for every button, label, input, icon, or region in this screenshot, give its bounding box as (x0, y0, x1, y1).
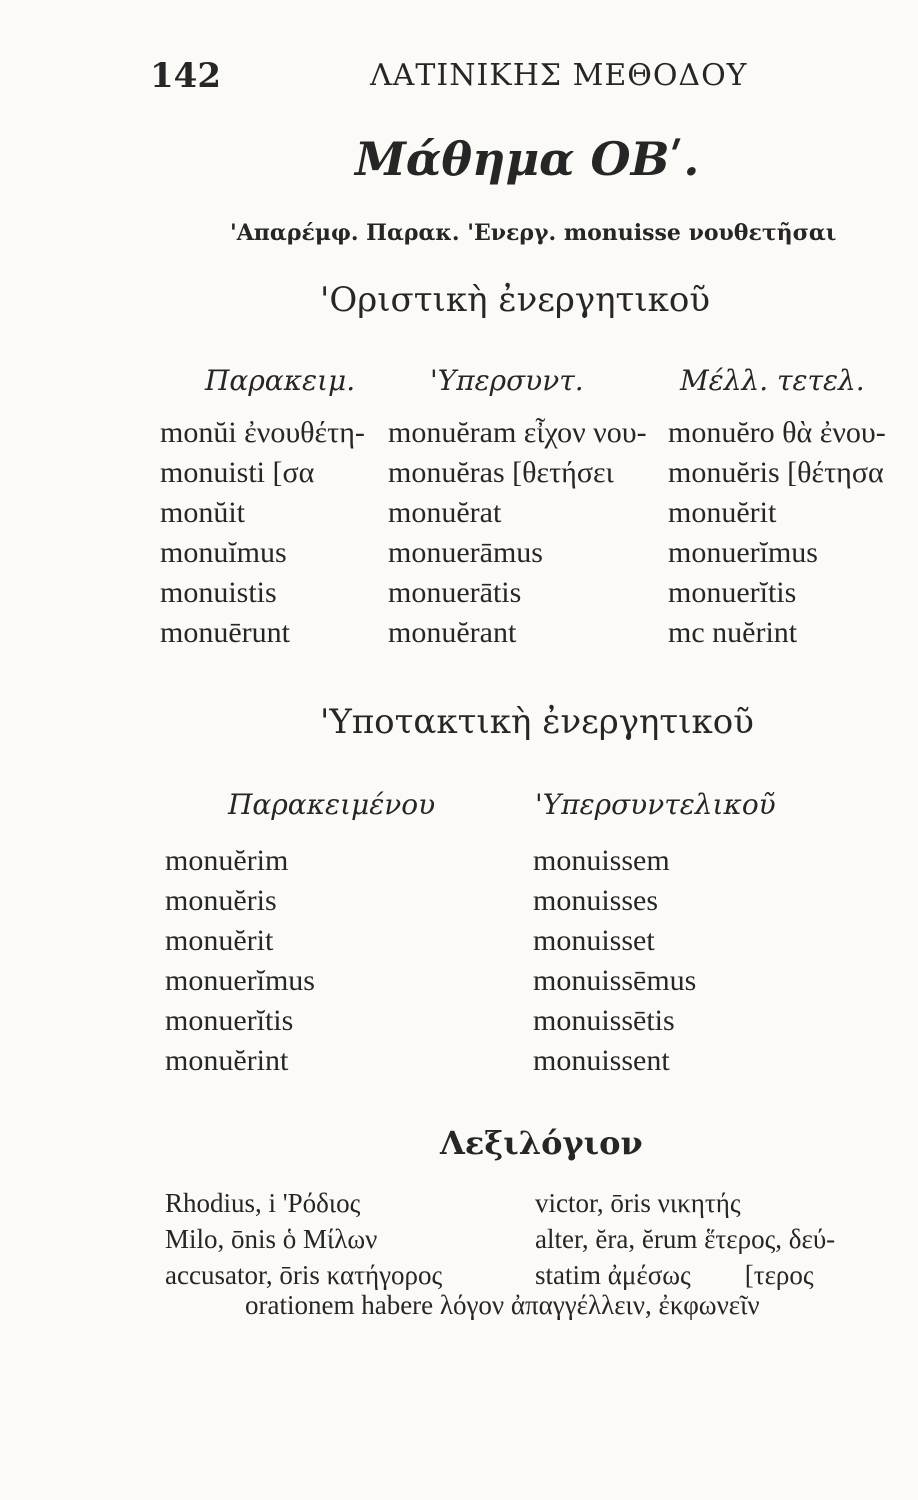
subjunctive-header-pluperfect: 'Υπερσυντελικοῦ (535, 788, 776, 821)
conjugation-form: monuissent (533, 1044, 670, 1077)
conjugation-form: monuĕrit (668, 496, 777, 529)
conjugation-form: monuissēmus (533, 964, 697, 997)
conjugation-form: monuĕrit (165, 924, 274, 957)
conjugation-form: monuissētis (533, 1004, 675, 1037)
vocabulary-left-column (165, 1185, 442, 1293)
conjugation-form: monuisset (533, 924, 655, 957)
indicative-header-perfect: Παρακειμ. (205, 364, 356, 397)
conjugation-form: monuisses (533, 884, 659, 917)
conjugation-form: monuerĭtis (165, 1004, 294, 1037)
vocabulary-entry: alter, ĕra, ĕrum ἕτερος, δεύ- (535, 1224, 836, 1254)
conjugation-form: monuĕris (165, 884, 277, 917)
conjugation-form: monuĕram εἶχον νου- (388, 416, 647, 449)
vocabulary-entry: statim ἀμέσως [τερος (535, 1260, 814, 1290)
vocabulary-last-entry: orationem habere λόγον ἀπαγγέλλειν, ἐκφωνεῖν (245, 1290, 760, 1320)
subjunctive-pluperfect-column (533, 841, 696, 1081)
subjunctive-perfect-column (165, 841, 315, 1081)
conjugation-form: monuĕro θὰ ἐνου- (668, 416, 886, 449)
vocabulary-entry: Milo, ōnis ὁ Μίλων (165, 1224, 378, 1254)
running-title: ΛΑΤΙΝΙΚΗΣ ΜΕΘΟΔΟΥ (370, 58, 748, 93)
conjugation-form: monŭit (160, 496, 246, 529)
conjugation-form: monuisti [σα (160, 456, 315, 489)
infinitive-line: 'Απαρέμφ. Παρακ. 'Ενεργ. monuisse νουθετῆσαι (230, 220, 837, 246)
conjugation-form: monuĕrat (388, 496, 502, 529)
conjugation-form: monuissem (533, 844, 670, 877)
conjugation-form: mc nuĕrint (668, 616, 798, 649)
conjugation-form: monuerĭtis (668, 576, 797, 609)
indicative-title: 'Οριστικὴ ἐνεργητικοῦ (320, 280, 711, 320)
conjugation-form: monuerātis (388, 576, 522, 609)
conjugation-form: monuerĭmus (668, 536, 818, 569)
indicative-future-perfect-column (668, 413, 886, 653)
page-number: 142 (150, 56, 221, 96)
vocabulary-entry: Rhodius, i 'Ρόδιος (165, 1188, 361, 1218)
indicative-header-future-perfect: Μέλλ. τετελ. (680, 364, 865, 397)
conjugation-form: monuĕras [θετήσει (388, 456, 614, 489)
vocabulary-title: Λεξιλόγιον (440, 1124, 643, 1162)
conjugation-form: monuerĭmus (165, 964, 315, 997)
conjugation-form: monŭi ἐνουθέτη- (160, 416, 365, 449)
vocabulary-entry: victor, ōris νικητής (535, 1188, 741, 1218)
subjunctive-header-perfect: Παρακειμένου (228, 788, 436, 821)
conjugation-form: monuerāmus (388, 536, 543, 569)
conjugation-form: monuĭmus (160, 536, 287, 569)
vocabulary-right-column (535, 1185, 835, 1293)
indicative-perfect-column (160, 413, 365, 653)
conjugation-form: monuĕrint (165, 1044, 289, 1077)
conjugation-form: monuērunt (160, 616, 290, 649)
conjugation-form: monuĕrant (388, 616, 517, 649)
conjugation-form: monuĕrim (165, 844, 289, 877)
lesson-title: Μάθημα ΟΒʹ. (355, 132, 700, 186)
subjunctive-title: 'Υποτακτικὴ ἐνεργητικοῦ (320, 702, 754, 742)
conjugation-form: monuĕris [θέτησα (668, 456, 884, 489)
indicative-pluperfect-column (388, 413, 647, 653)
indicative-header-pluperfect: 'Υπερσυντ. (430, 364, 584, 397)
vocabulary-entry: accusator, ōris κατήγορος (165, 1260, 443, 1290)
conjugation-form: monuistis (160, 576, 277, 609)
